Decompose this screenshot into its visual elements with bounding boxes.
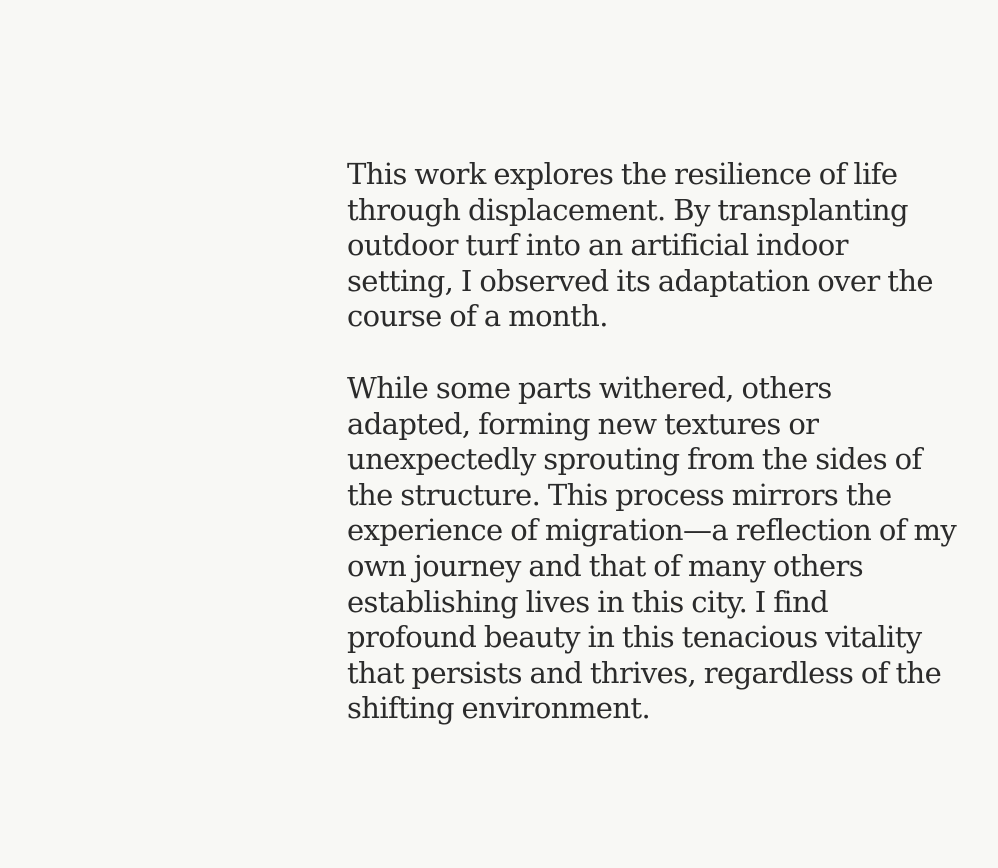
text-line: that persists and thrives, regardless of the (347, 655, 942, 690)
text-line: through displacement. By transplanting (347, 192, 908, 227)
text-line: experience of migration—a reflection of my (347, 513, 957, 548)
text-line: profound beauty in this tenacious vitality (347, 620, 922, 655)
text-line: the structure. This process mirrors the (347, 477, 892, 512)
text-line: adapted, forming new textures or (347, 406, 819, 441)
text-line: unexpectedly sprouting from the sides of (347, 442, 922, 477)
statement-paragraph-1 (347, 157, 987, 335)
text-line: outdoor turf into an artificial indoor (347, 228, 848, 263)
text-line: setting, I observed its adaptation over the (347, 263, 933, 298)
artist-statement (347, 157, 987, 727)
text-line: establishing lives in this city. I find (347, 584, 829, 619)
text-line: own journey and that of many others (347, 548, 864, 583)
text-line: course of a month. (347, 299, 608, 334)
text-line: shifting environment. (347, 691, 651, 726)
statement-paragraph-2 (347, 371, 987, 727)
text-line: While some parts withered, others (347, 370, 832, 405)
text-line: This work explores the resilience of life (347, 157, 898, 191)
